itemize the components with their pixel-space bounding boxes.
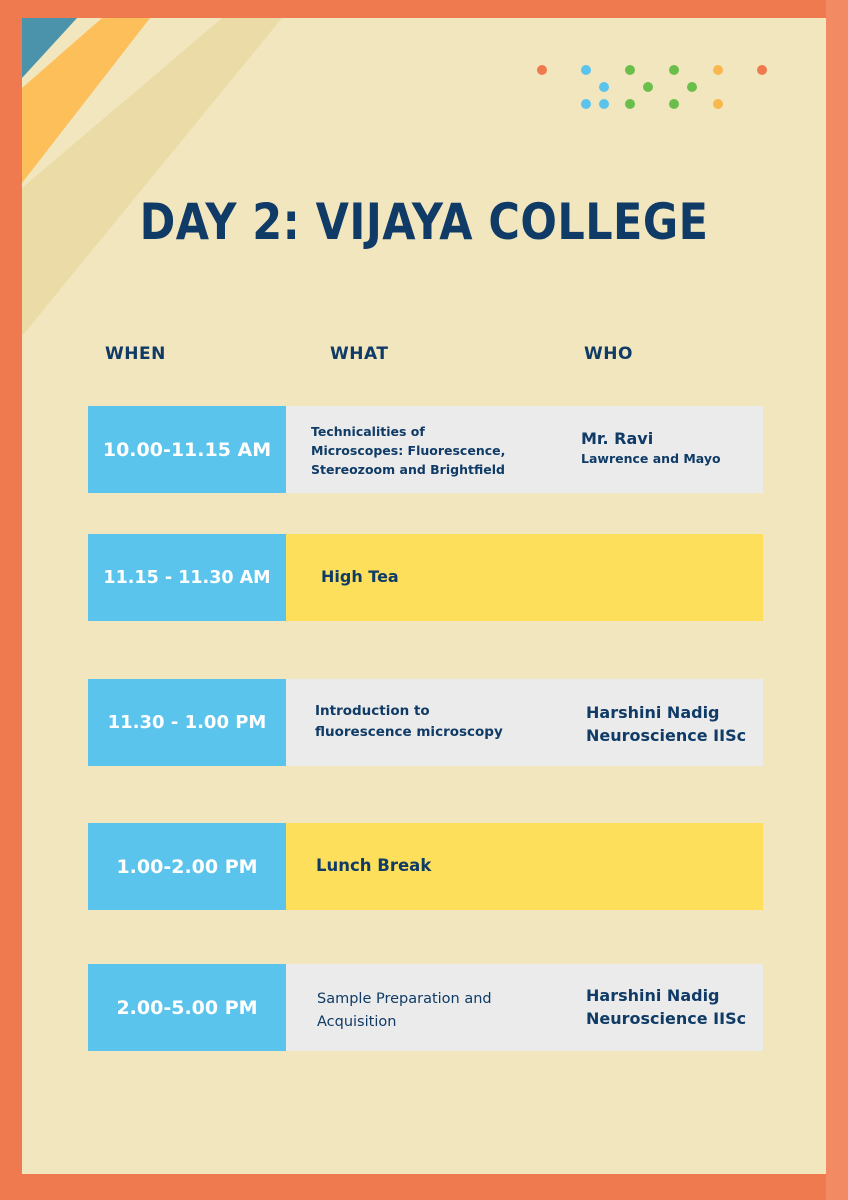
speaker-name: Mr. Ravi <box>581 429 654 448</box>
dot <box>643 82 653 92</box>
session-cell <box>286 964 763 1051</box>
dot <box>625 99 635 109</box>
speaker <box>581 428 721 468</box>
dot <box>599 82 609 92</box>
time-cell: 2.00-5.00 PM <box>88 964 286 1051</box>
speaker <box>586 984 746 1030</box>
dot <box>687 82 697 92</box>
who-column-header: WHO <box>584 344 633 364</box>
schedule-row <box>88 406 763 493</box>
session-title-line: Microscopes: Fluorescence, <box>311 443 506 458</box>
session-title-line: Stereozoom and Brightfield <box>311 462 505 477</box>
page-title: DAY 2: VIJAYA COLLEGE <box>139 193 709 251</box>
time-cell: 11.15 - 11.30 AM <box>88 534 286 621</box>
session-title-line: Introduction to <box>315 703 430 719</box>
session-title-line: Acquisition <box>317 1014 397 1030</box>
decorative-dots <box>22 18 826 138</box>
speaker-affiliation: Lawrence and Mayo <box>581 451 721 466</box>
speaker-name: Harshini Nadig <box>586 986 720 1005</box>
session-title <box>317 988 492 1034</box>
speaker-affiliation: Neuroscience IISc <box>586 1009 747 1028</box>
time-cell: 11.30 - 1.00 PM <box>88 679 286 766</box>
dot <box>537 65 547 75</box>
dot <box>669 65 679 75</box>
schedule-row <box>88 534 763 621</box>
session-title-line: fluorescence microscopy <box>315 724 503 740</box>
break-cell <box>286 823 763 910</box>
dot <box>757 65 767 75</box>
dot <box>713 99 723 109</box>
dot <box>713 65 723 75</box>
session-title-line: Sample Preparation and <box>317 991 492 1007</box>
when-column-header: WHEN <box>105 344 166 364</box>
break-title: High Tea <box>321 567 399 586</box>
time-cell: 1.00-2.00 PM <box>88 823 286 910</box>
what-column-header: WHAT <box>330 344 389 364</box>
speaker-affiliation: Neuroscience IISc <box>586 726 747 745</box>
frame-right-edge <box>826 0 848 1200</box>
session-title <box>311 422 505 479</box>
break-title: Lunch Break <box>316 856 432 875</box>
dot <box>599 99 609 109</box>
schedule-row <box>88 823 763 910</box>
dot <box>581 99 591 109</box>
speaker <box>586 701 746 747</box>
schedule-row <box>88 679 763 766</box>
session-cell <box>286 406 763 493</box>
poster-paper <box>22 18 826 1174</box>
session-title <box>315 701 503 743</box>
time-cell: 10.00-11.15 AM <box>88 406 286 493</box>
session-cell <box>286 679 763 766</box>
dot <box>581 65 591 75</box>
break-cell <box>286 534 763 621</box>
dot <box>669 99 679 109</box>
dot <box>625 65 635 75</box>
schedule-row <box>88 964 763 1051</box>
speaker-name: Harshini Nadig <box>586 703 720 722</box>
session-title-line: Technicalities of <box>311 424 425 439</box>
